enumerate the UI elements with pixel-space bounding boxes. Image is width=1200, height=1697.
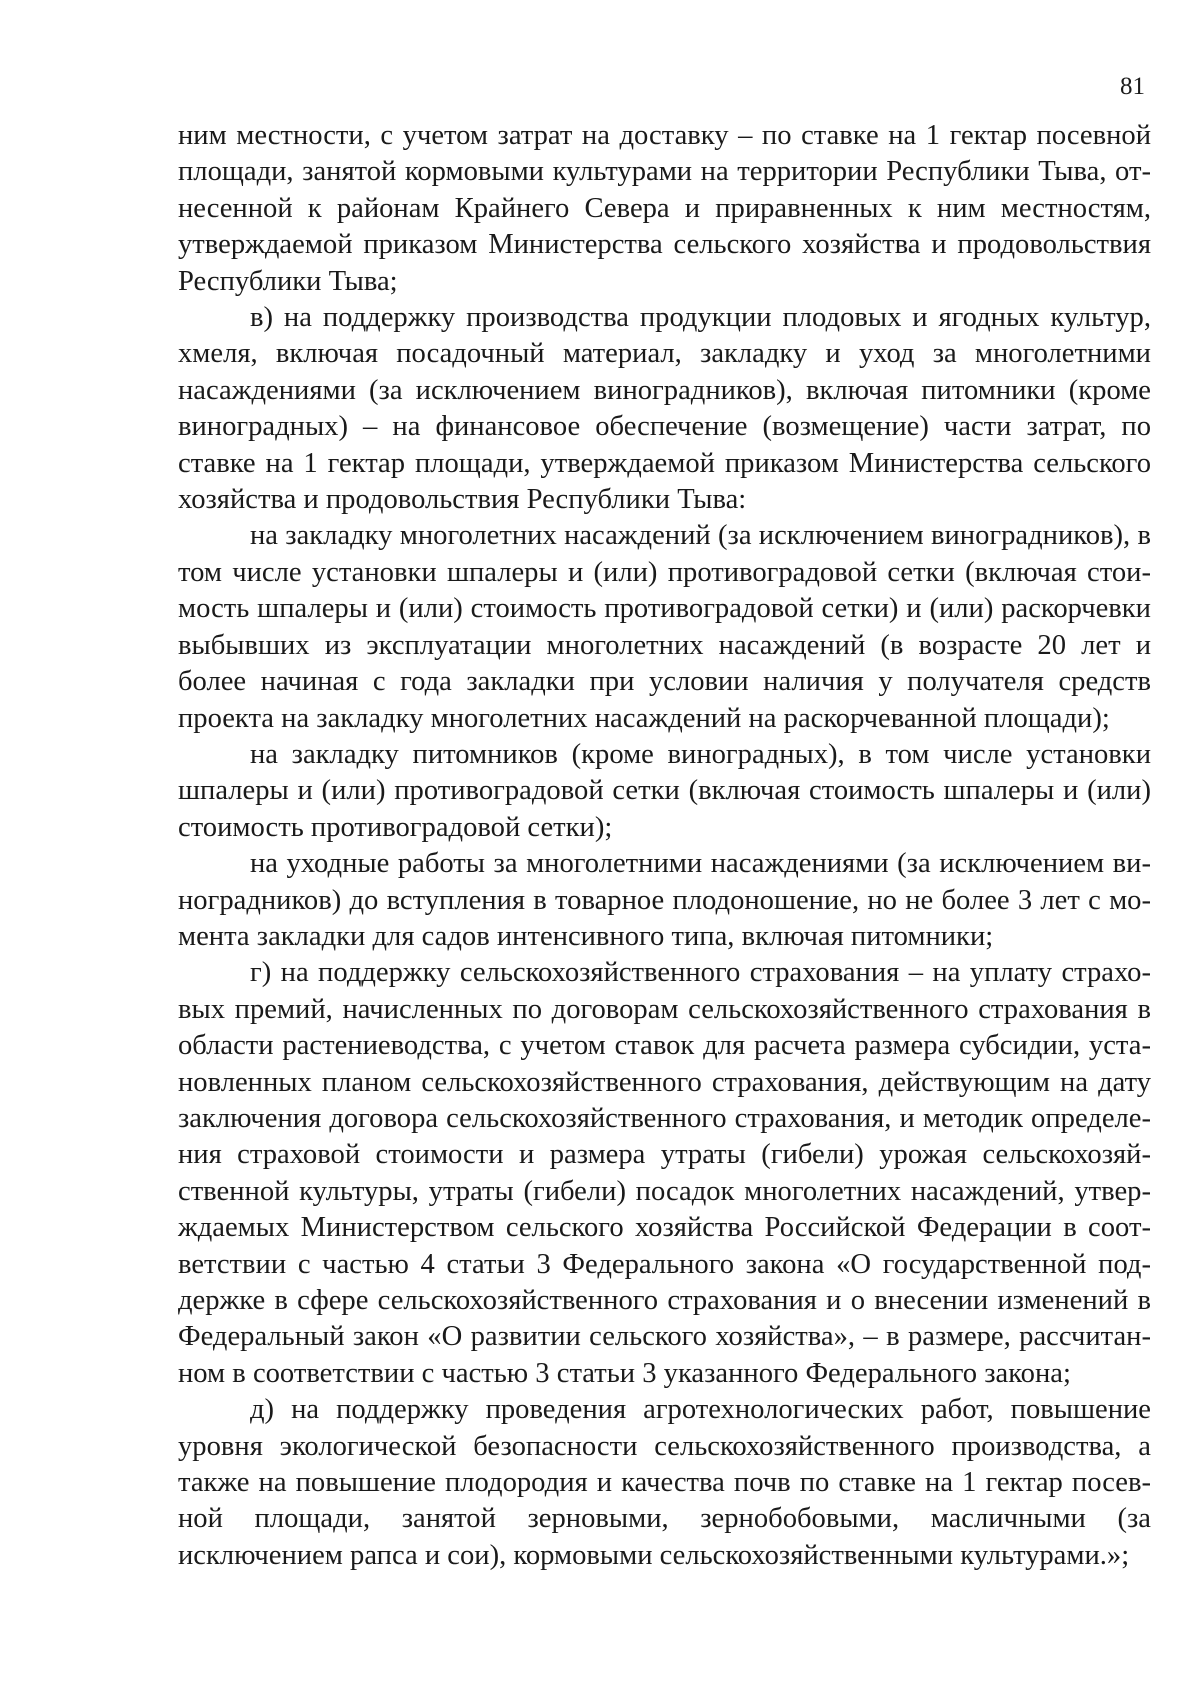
page-number: 81 bbox=[1120, 73, 1145, 100]
paragraph-item-g: г) на поддержку сельскохозяйственного страхования – на уплату страховых премий, начисленных по договорам сельскохозяйственного страхования в области растениеводства, с учетом ставок для расчета размера субсидии, установленных планом сельскохозяйственного страхования, действующим на дату заключения договора сельскохозяйственного страхования, и методик определения страховой стоимости и размера утраты (гибели) урожая сельскохозяйственной культуры, утраты (гибели) посадок многолетних насаждений, утверждаемых Министерством сельского хозяйства Российской Федерации в соответствии с частью 4 статьи 3 Федерального закона «О государственной поддержке в сфере сельскохозяйственного страхования и о внесении изменений в Федеральный закон «О развитии сельского хозяйства», – в размере, рассчитанном в соответствии с частью 3 статьи 3 указанного Федерального закона; bbox=[178, 957, 1151, 1389]
paragraph-nursery-planting: на закладку питомников (кроме виноградных), в том числе установки шпалеры и (или) противоградовой сетки (включая стоимость шпалеры и (или) стоимость противоградовой сетки); bbox=[178, 738, 1151, 843]
paragraph-item-v: в) на поддержку производства продукции плодовых и ягодных культур, хмеля, включая посадочный материал, закладку и уход за многолетними насаждениями (за исключением виноградников), включая питомники (кроме виноградных) – на финансовое обеспечение (возмещение) части затрат, по ставке на 1 гектар площади, утверждаемой приказом Министерства сельского хозяйства и продовольствия Республики Тыва: bbox=[178, 302, 1151, 516]
paragraph-maintenance-work: на уходные работы за многолетними насаждениями (за исключением виноградников) до вступления в товарное плодоношение, но не более 3 лет с момента закладки для садов интенсивного типа, включая питомники; bbox=[178, 848, 1151, 952]
paragraph-orchard-planting: на закладку многолетних насаждений (за исключением виноградников), в том числе установки шпалеры и (или) противоградовой сетки (включая стоимость шпалеры и (или) стоимость противоградовой сетки) и (или) раскорчевки выбывших из эксплуатации многолетних насаждений (в возрасте 20 лет и более начиная с года закладки при условии наличия у получателя средств проекта на закладку многолетних насаждений на раскорчеванной площади); bbox=[178, 520, 1151, 734]
document-body bbox=[178, 118, 1151, 1574]
paragraph-continuation: ним местности, с учетом затрат на доставку – по ставке на 1 гектар посевной площади, занятой кормовыми культурами на территории Республики Тыва, отнесенной к районам Крайнего Севера и приравненных к ним местностям, утверждаемой приказом Министерства сельского хозяйства и продовольствия Республики Тыва; bbox=[178, 120, 1151, 297]
paragraph-item-d: д) на поддержку проведения агротехнологических работ, повышение уровня экологической безопасности сельскохозяйственного производства, а также на повышение плодородия и качества почв по ставке на 1 гектар посевной площади, занятой зерновыми, зернобобовыми, масличными (за исключением рапса и сои), кормовыми сельскохозяйственными культурами.»; bbox=[178, 1394, 1151, 1571]
